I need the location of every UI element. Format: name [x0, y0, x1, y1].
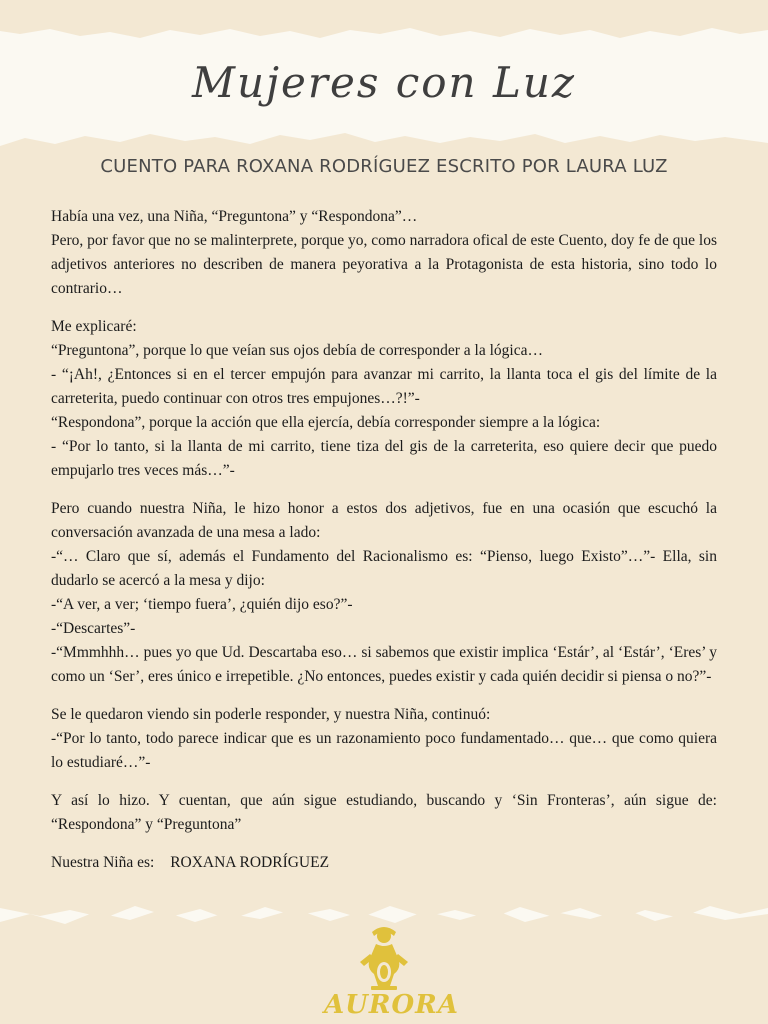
story-line: -“A ver, a ver; ‘tiempo fuera’, ¿quién dijo eso?”-: [51, 596, 353, 613]
story-closing: [51, 851, 717, 875]
story-line: Y así lo hizo. Y cuentan, que aún sigue estudiando, buscando y ‘Sin Fronteras’, aún sigue de: “Respondona” y “Preguntona”: [51, 792, 717, 833]
story-line: Pero cuando nuestra Niña, le hizo honor a estos dos adjetivos, fue en una ocasión que escuchó la conversación avanzada de una mesa a lado:: [51, 500, 717, 541]
aurora-figure-icon: [324, 924, 444, 994]
story-line: Había una vez, una Niña, “Preguntona” y “Respondona”…: [51, 208, 418, 225]
closing-label: Nuestra Niña es:: [51, 854, 155, 871]
story-paragraph: [51, 315, 717, 483]
page-title: Mujeres con Luz: [191, 58, 577, 107]
story-line: “Preguntona”, porque lo que veían sus ojos debía de corresponder a la lógica…: [51, 342, 543, 359]
aurora-logo: [324, 924, 459, 1024]
story-paragraph: [51, 703, 717, 775]
story-paragraph: [51, 497, 717, 689]
story-line: Me explicaré:: [51, 318, 137, 335]
protagonist-name: ROXANA RODRÍGUEZ: [170, 854, 330, 871]
story-line: - “Por lo tanto, si la llanta de mi carrito, tiene tiza del gis de la carreterita, eso quiere decir que puedo empujarlo tres veces más…”-: [51, 438, 717, 479]
torn-paper-top: [0, 0, 768, 60]
story-line: - “¡Ah!, ¿Entonces si en el tercer empujón para avanzar mi carrito, la llanta toca el gis del límite de la carreterita, puedo continuar con otros tres empujones…?!”-: [51, 366, 717, 407]
story-line: “Respondona”, porque la acción que ella ejercía, debía corresponder siempre a la lógica:: [51, 414, 601, 431]
story-line: -“Por lo tanto, todo parece indicar que es un razonamiento poco fundamentado… que… que como quiera lo estudiaré…”-: [51, 730, 717, 771]
story-paragraph: [51, 205, 717, 301]
story-line: Se le quedaron viendo sin poderle responder, y nuestra Niña, continuó:: [51, 706, 491, 723]
story-paragraph: [51, 789, 717, 837]
aurora-logo-text: AURORA: [324, 990, 459, 1020]
story-line: -“Descartes”-: [51, 620, 136, 637]
page-subtitle: CUENTO PARA ROXANA RODRÍGUEZ ESCRITO POR LAURA LUZ: [100, 156, 668, 177]
story-body: [51, 205, 717, 875]
story-line: -“… Claro que sí, además el Fundamento del Racionalismo es: “Pienso, luego Existo”…”- Ella, sin dudarlo se acercó a la mesa y dijo:: [51, 548, 717, 589]
story-line: Pero, por favor que no se malinterprete, porque yo, como narradora ofical de este Cuento, doy fe de que los adjetivos anteriores no describen de manera peyorativa a la Protagonista de esta historia, sino todo lo contrario…: [51, 232, 717, 297]
story-line: -“Mmmhhh… pues yo que Ud. Descartaba eso… si sabemos que existir implica ‘Estár’, al ‘Estár’, ‘Eres’ y como un ‘Ser’, eres único e irrepetible. ¿No entonces, puedes existir y cada quién decidir si piensa o no?”-: [51, 644, 717, 685]
